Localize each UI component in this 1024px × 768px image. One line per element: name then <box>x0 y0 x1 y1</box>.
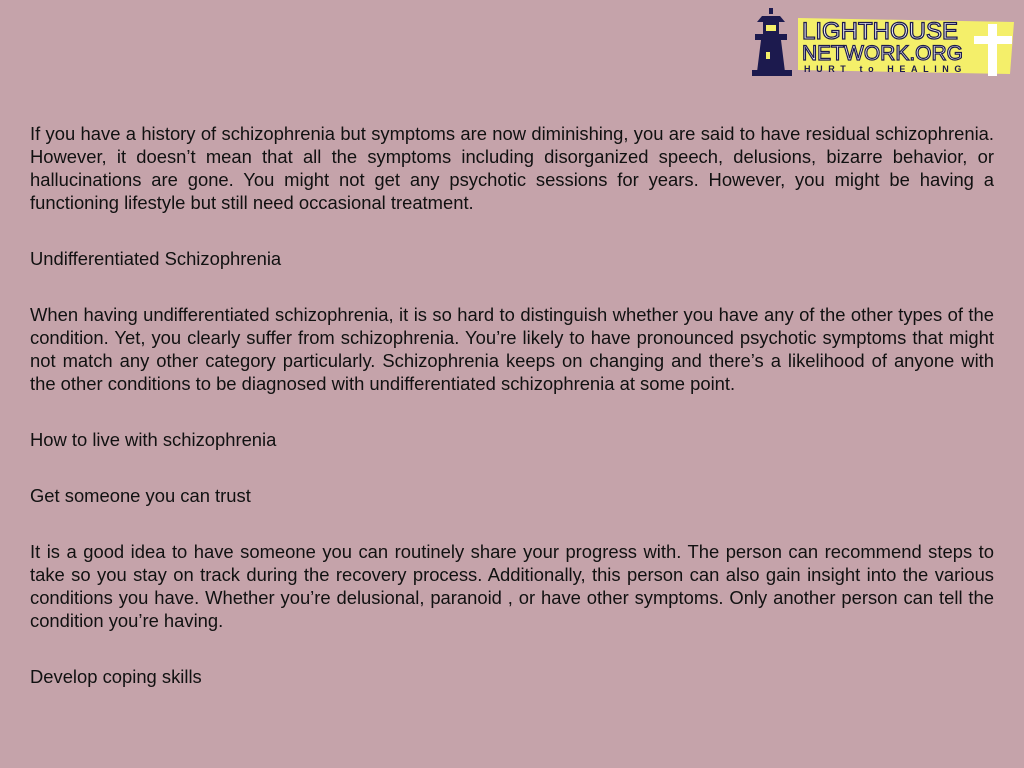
heading-how-to-live: How to live with schizophrenia <box>30 429 277 450</box>
paragraph-trust: It is a good idea to have someone you can routinely share your progress with. The person can recommend steps to take so you stay on track during the recovery process. Additionally, this person can also gain insight into the various conditions you have. Whether you’re delusional, paranoid , or have other symptoms. Only another person can tell the condition you’re having. <box>30 541 994 631</box>
logo-tagline: HURT to HEALING <box>804 64 967 74</box>
logo-graphic <box>752 8 1014 78</box>
lighthouse-network-logo <box>752 8 1014 78</box>
paragraph-undifferentiated: When having undifferentiated schizophrenia, it is so hard to distinguish whether you have any of the other types of the condition. Yet, you clearly suffer from schizophrenia. You’re likely to have pronounced psychotic symptoms that might not match any other category particularly. Schizophrenia keeps on changing and there’s a likelihood of anyone with the other conditions to be diagnosed with undifferentiated schizophrenia at some point. <box>30 304 994 394</box>
heading-undifferentiated: Undifferentiated Schizophrenia <box>30 248 282 269</box>
lighthouse-icon <box>752 8 792 76</box>
heading-trust: Get someone you can trust <box>30 485 251 506</box>
logo-word-top: LIGHTHOUSE <box>802 18 959 45</box>
logo-word-mid: NETWORK.ORG <box>802 42 963 65</box>
paragraph-residual: If you have a history of schizophrenia but symptoms are now diminishing, you are said to have residual schizophrenia. However, it doesn’t mean that all the symptoms including disorganized speech, delusions, bizarre behavior, or hallucinations are gone. You might not get any psychotic sessions for years. However, you might be having a functioning lifestyle but still need occasional treatment. <box>30 123 994 213</box>
slide-body <box>30 122 994 721</box>
cross-icon <box>988 24 997 76</box>
heading-coping: Develop coping skills <box>30 666 202 687</box>
